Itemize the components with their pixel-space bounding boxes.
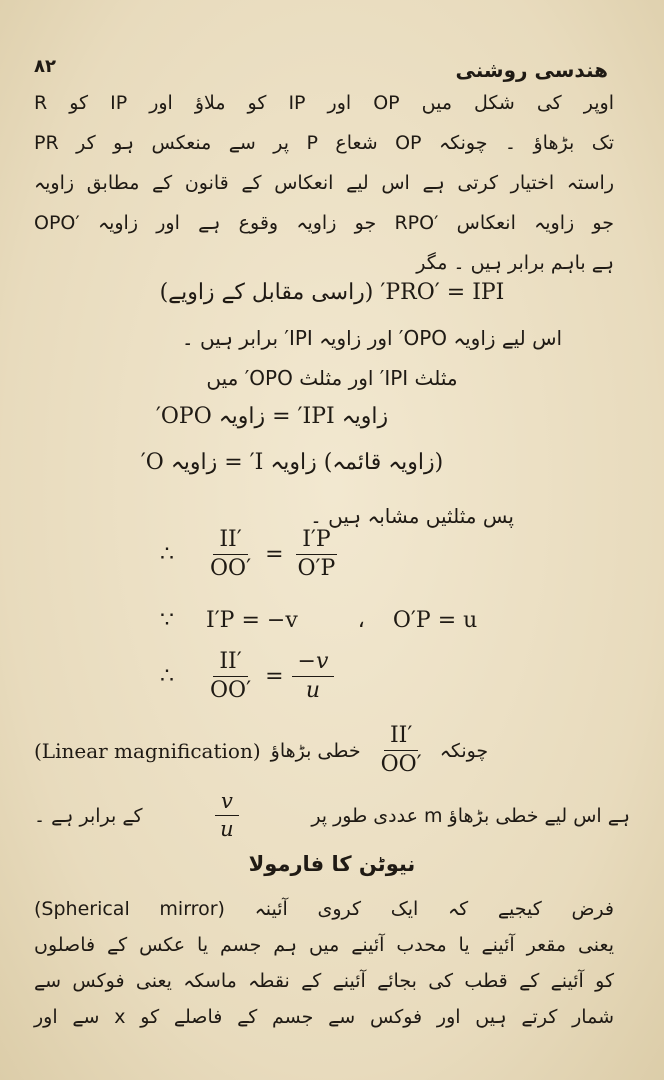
paragraph-line: شمار کرتے ہیں اور فوکس سے جسم کے فاصلے کو x سے اور — [34, 1006, 615, 1028]
fraction — [204, 650, 257, 703]
equals-sign: = — [265, 664, 284, 690]
text-equal-to: کے برابر ہے ۔ — [34, 804, 143, 827]
numerator: II′ — [384, 724, 418, 751]
separator: ، — [357, 608, 365, 633]
paragraph-line: ہے باہم برابر ہیں ۔ مگر — [416, 252, 614, 274]
equation-angle-2: (زاویہ قائمہ) زاویہ I′ = زاویہ O′ — [140, 450, 444, 475]
paragraph-line: کو آئینے کے قطب کی بجائے آئینے کے نقطہ ماسکہ یعنی فوکس سے — [34, 970, 614, 992]
denominator: O′P — [297, 556, 336, 582]
prefix-since: چونکہ — [439, 739, 489, 762]
english-term: (Linear magnification) — [34, 738, 261, 763]
statement-equal-angles: اس لیے زاویہ OPO′ اور زاویہ IPI′ برابر ہیں ۔ — [181, 326, 563, 350]
paragraph-line: یعنی مقعر آئینے یا محدب آئینے میں ہم جسم یا عکس کے فاصلوں — [34, 934, 614, 956]
fraction — [204, 528, 257, 581]
distance-object: O′P = u — [392, 608, 478, 633]
equation-distances — [160, 608, 477, 633]
denominator: OO′ — [380, 752, 422, 778]
fraction — [214, 790, 240, 841]
denominator: u — [220, 817, 234, 842]
numerator: II′ — [213, 528, 247, 555]
fraction — [292, 528, 342, 581]
paragraph-line: راستہ اختیار کرتی ہے اس لیے انعکاس کے قانون کے مطابق زاویہ — [34, 172, 614, 194]
fraction — [375, 724, 428, 777]
statement-similar-triangles: پس مثلثیں مشابہ ہیں ۔ — [310, 504, 514, 528]
numerator: II′ — [213, 650, 247, 677]
numerator: −v — [292, 650, 335, 677]
equation-angle-1: زاویہ IPI′ = زاویہ OPO′ — [155, 404, 389, 429]
equals-sign: = — [265, 542, 284, 568]
paragraph-line: OPO′ جو زاویہ وقوع ہے اور زاویہ RPO′ جو زاویہ انعکاس — [34, 212, 614, 234]
paragraph-line: اوپر کی شکل میں OP اور IP کو ملاؤ اور IP کو R — [34, 92, 614, 114]
paragraph-line: فرض کیجیے کہ ایک کروی آئینہ (Spherical mirror) — [34, 898, 614, 920]
running-header-title: هندسی روشنی — [455, 58, 608, 82]
numerator: I′P — [296, 528, 337, 555]
equation-ratio-2 — [160, 650, 338, 703]
paragraph-line: تک بڑھاؤ ۔ چونکہ OP شعاع P پر سے منعکس ہو کر PR — [34, 132, 614, 154]
denominator: OO′ — [210, 678, 252, 704]
statement-triangles: مثلث IPI′ اور مثلث OPO′ میں — [206, 366, 458, 390]
denominator: u — [305, 678, 321, 704]
therefore-symbol: ∴ — [160, 542, 174, 568]
equation-ratio-1 — [160, 528, 345, 581]
distance-image: I′P = −v — [206, 608, 298, 633]
fraction — [292, 650, 335, 703]
equation-vertical-angles: PRO′ = IPI′ (راسی مقابل کے زاویے) — [159, 280, 505, 305]
because-symbol: ∵ — [160, 608, 174, 633]
page-number: ۸۲ — [34, 56, 56, 77]
section-heading: نیوٹن کا فارمولا — [248, 852, 416, 876]
magnification-value-line — [34, 790, 630, 841]
denominator: OO′ — [210, 556, 252, 582]
magnification-line — [34, 724, 488, 777]
label-linear-magnification: خطی بڑھاؤ — [270, 739, 361, 762]
text-magnification-numeric: ہے اس لیے خطی بڑھاؤ m عددی طور پر — [311, 804, 630, 827]
numerator: v — [215, 790, 239, 816]
therefore-symbol: ∴ — [160, 664, 174, 690]
